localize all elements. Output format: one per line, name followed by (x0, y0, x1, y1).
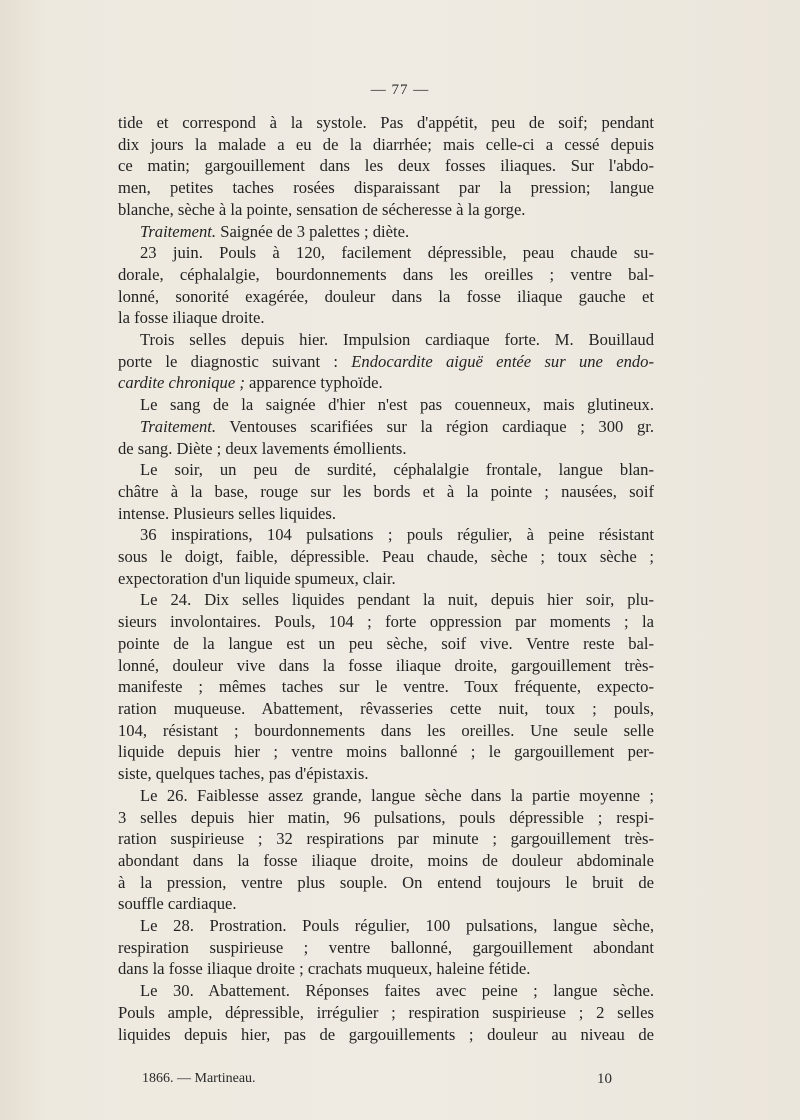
plain-text: pointe de la langue est un peu sèche, soif vive. Ventre reste bal- (118, 633, 654, 653)
text-line (118, 438, 654, 460)
plain-text: 3 selles depuis hier matin, 96 pulsations, pouls dépressible ; respi- (118, 807, 654, 827)
text-line (118, 112, 654, 134)
text-line (118, 503, 654, 525)
plain-text: Le soir, un peu de surdité, céphalalgie frontale, langue blan- (140, 460, 654, 480)
text-line (118, 329, 654, 351)
plain-text: dorale, céphalalgie, bourdonnements dans les oreilles ; ventre bal- (118, 264, 654, 284)
plain-text: 104, résistant ; bourdonnements dans les oreilles. Une seule selle (118, 720, 654, 740)
italic-text: Endocardite aiguë entée sur une endo- (351, 351, 654, 371)
plain-text: intense. Plusieurs selles liquides. (118, 503, 337, 523)
text-line (118, 286, 654, 308)
plain-text: expectoration d'un liquide spumeux, clair. (118, 568, 396, 588)
plain-text: apparence typhoïde. (244, 373, 383, 393)
text-line (118, 980, 654, 1002)
text-line (118, 937, 654, 959)
text-line (118, 242, 654, 264)
plain-text: liquides depuis hier, pas de gargouillements ; douleur au niveau de (118, 1024, 654, 1044)
plain-text: siste, quelques taches, pas d'épistaxis. (118, 764, 369, 784)
text-line (118, 1024, 654, 1046)
plain-text: lonné, douleur vive dans la fosse iliaque droite, gargouillement très- (118, 655, 654, 675)
text-line (118, 958, 654, 980)
italic-text: Traitement. (140, 416, 217, 436)
plain-text: châtre à la base, rouge sur les bords et à la pointe ; nausées, soif (118, 481, 654, 501)
plain-text: blanche, sèche à la pointe, sensation de sécheresse à la gorge. (118, 199, 526, 219)
plain-text: liquide depuis hier ; ventre moins ballonné ; le gargouillement per- (118, 742, 654, 762)
plain-text: la fosse iliaque droite. (118, 308, 265, 328)
plain-text: dix jours la malade a eu de la diarrhée; mais celle-ci a cessé depuis (118, 134, 654, 154)
text-line (118, 155, 654, 177)
text-line (118, 307, 654, 329)
text-line (118, 372, 654, 394)
plain-text: souffle cardiaque. (118, 894, 237, 914)
text-line (118, 655, 654, 677)
plain-text: respiration suspirieuse ; ventre ballonné, gargouillement abondant (118, 937, 654, 957)
plain-text: Le 24. Dix selles liquides pendant la nuit, depuis hier soir, plu- (140, 590, 654, 610)
plain-text: manifeste ; mêmes taches sur le ventre. Toux fréquente, expecto- (118, 677, 654, 697)
text-line (118, 676, 654, 698)
text-line (118, 807, 654, 829)
plain-text: Trois selles depuis hier. Impulsion cardiaque forte. M. Bouillaud (140, 330, 654, 350)
body-text (118, 112, 654, 1045)
text-line (118, 763, 654, 785)
text-line (118, 199, 654, 221)
plain-text: ce matin; gargouillement dans les deux fosses iliaques. Sur l'abdo- (118, 156, 654, 176)
plain-text: abondant dans la fosse iliaque droite, moins de douleur abdominale (118, 850, 654, 870)
italic-text: cardite chronique ; (118, 373, 245, 393)
plain-text: lonné, sonorité exagérée, douleur dans la fosse iliaque gauche et (118, 286, 654, 306)
text-line (118, 741, 654, 763)
italic-text: Traitement. (140, 221, 217, 241)
plain-text: Pouls ample, dépressible, irrégulier ; respiration suspirieuse ; 2 selles (118, 1002, 654, 1022)
text-line (118, 394, 654, 416)
text-line (118, 893, 654, 915)
plain-text: men, petites taches rosées disparaissant par la pression; langue (118, 178, 654, 198)
plain-text: ration suspirieuse ; 32 respirations par minute ; gargouillement très- (118, 829, 654, 849)
text-line (118, 481, 654, 503)
text-line (118, 850, 654, 872)
text-line (118, 915, 654, 937)
text-line (118, 872, 654, 894)
text-line (118, 351, 654, 373)
plain-text: 23 juin. Pouls à 120, facilement dépressible, peau chaude su- (140, 243, 654, 263)
text-line (118, 524, 654, 546)
text-line (118, 568, 654, 590)
text-line (118, 828, 654, 850)
plain-text: Le 26. Faiblesse assez grande, langue sèche dans la partie moyenne ; (140, 785, 654, 805)
text-line (118, 633, 654, 655)
text-line (118, 785, 654, 807)
plain-text: tide et correspond à la systole. Pas d'appétit, peu de soif; pendant (118, 113, 654, 132)
plain-text: Le sang de la saignée d'hier n'est pas couenneux, mais glutineux. (140, 395, 654, 415)
plain-text: sieurs involontaires. Pouls, 104 ; forte oppression par moments ; la (118, 612, 654, 632)
text-line (118, 416, 654, 438)
text-line (118, 1002, 654, 1024)
page-number: — 77 — (370, 82, 430, 98)
plain-text: Le 28. Prostration. Pouls régulier, 100 pulsations, langue sèche, (140, 916, 654, 936)
plain-text: porte le diagnostic suivant : (118, 351, 352, 371)
text-line (118, 546, 654, 568)
sheet-number: 10 (597, 1071, 612, 1087)
plain-text: Le 30. Abattement. Réponses faites avec peine ; langue sèche. (140, 981, 654, 1001)
plain-text: ration muqueuse. Abattement, rêvasseries cette nuit, toux ; pouls, (118, 698, 654, 718)
footer-signature: 1866. — Martineau. (142, 1071, 256, 1086)
plain-text: sous le doigt, faible, dépressible. Peau chaude, sèche ; toux sèche ; (118, 547, 654, 567)
text-line (118, 264, 654, 286)
plain-text: dans la fosse iliaque droite ; crachats muqueux, haleine fétide. (118, 959, 531, 979)
text-line (118, 698, 654, 720)
plain-text: à la pression, ventre plus souple. On entend toujours le bruit de (118, 872, 654, 892)
plain-text: de sang. Diète ; deux lavements émollients. (118, 438, 407, 458)
plain-text: Saignée de 3 palettes ; diète. (216, 221, 410, 241)
text-line (118, 589, 654, 611)
text-line (118, 459, 654, 481)
text-line (118, 221, 654, 243)
plain-text: Ventouses scarifiées sur la région cardiaque ; 300 gr. (216, 416, 654, 436)
text-line (118, 720, 654, 742)
text-line (118, 177, 654, 199)
text-line (118, 134, 654, 156)
plain-text: 36 inspirations, 104 pulsations ; pouls régulier, à peine résistant (140, 525, 654, 545)
text-line (118, 611, 654, 633)
